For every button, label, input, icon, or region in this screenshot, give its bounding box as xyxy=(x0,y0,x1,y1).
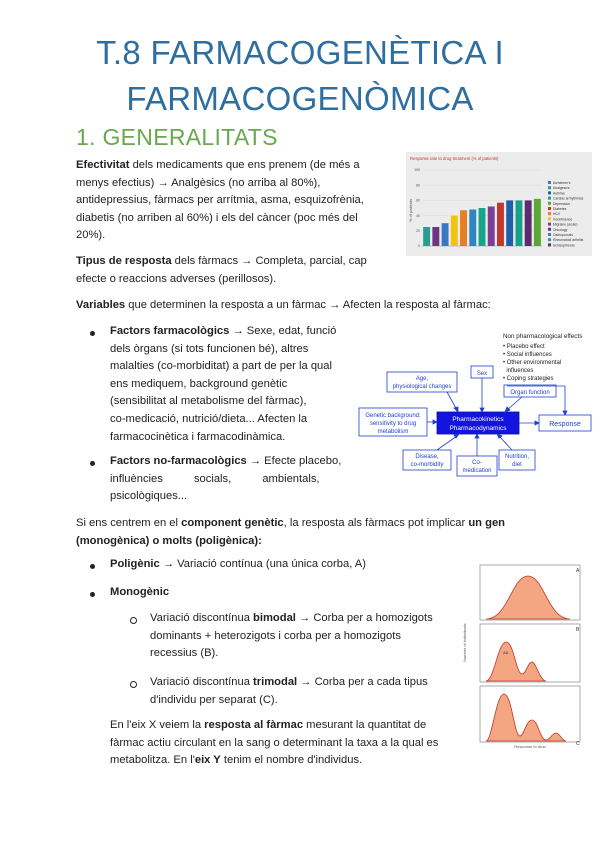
sub-bullet-bimodal xyxy=(150,610,460,663)
text: psicològiques... xyxy=(110,490,188,503)
chart-legend-swatch xyxy=(548,186,551,189)
title-line-1: T.8 FARMACOGENÈTICA I xyxy=(96,34,504,71)
term-monogenic: Monogènic xyxy=(110,586,170,598)
curve-b-peak-label: AA xyxy=(503,650,509,655)
text: Variació discontínua xyxy=(150,676,254,688)
disease-label: co-morbidity xyxy=(410,462,444,468)
bullet-factors-no-farmacologics xyxy=(110,453,346,506)
chart-tick-label: 60 xyxy=(416,198,420,203)
chart-tick-label: 80 xyxy=(416,183,420,188)
text: malalties (co-morbiditat) a part de per la qual xyxy=(110,360,332,373)
pk-label: Pharmacokinetics xyxy=(452,416,504,423)
text: , la resposta als fàrmacs pot implicar xyxy=(283,517,469,529)
nutrition-label: diet xyxy=(512,462,522,468)
genetic-label: metabolism xyxy=(377,429,409,435)
bullet-dot xyxy=(90,564,95,569)
chart-bar xyxy=(506,200,513,246)
section-heading: 1. GENERALITATS xyxy=(76,124,278,150)
text: fàrmac actiu circulant en la sang o determinant la taxa a la qual es xyxy=(110,736,439,749)
term-component-genetic: component genètic xyxy=(181,517,284,529)
text: recessius (B). xyxy=(150,647,219,660)
text: d'individu per separat (C). xyxy=(150,693,278,706)
text: → Efecte placebo, xyxy=(246,455,342,467)
text: dels medicaments que ens prenem (de més a xyxy=(129,159,360,171)
chart-bar xyxy=(479,208,486,246)
bullet-factors-farmacologics xyxy=(110,323,346,446)
comed-label: Co- xyxy=(472,460,482,466)
chart-tick-label: 0 xyxy=(418,244,420,249)
term-poligenic: Poligènic xyxy=(110,558,160,570)
text: dominants + heterozigots i corba per a homozigots xyxy=(150,629,401,642)
text: dels fàrmacs → Completa, parcial, cap xyxy=(171,255,367,267)
nutrition-label: Nutrition, xyxy=(504,454,530,460)
term-eix-y: eix Y xyxy=(194,754,221,767)
label-c: C xyxy=(576,741,580,747)
chart-legend-label: Cardiac arrhythmias xyxy=(553,196,584,201)
chart-legend-swatch xyxy=(548,191,551,194)
chart-title: Response rate to drug treatment (% of patients) xyxy=(410,156,499,161)
paragraph-tipus-resposta xyxy=(76,253,402,288)
term-factors-farmacologics: Factors farmacològics xyxy=(110,325,230,337)
drug-response-diagram xyxy=(357,328,597,488)
text: mesurant la quantitat de xyxy=(303,719,427,731)
nonpharm-item: • Coping strategies xyxy=(503,376,554,382)
text: 20%). xyxy=(76,229,106,242)
text: farmacocinètica i farmacodinàmica. xyxy=(110,430,286,443)
page-title xyxy=(0,30,600,122)
pd-label: Pharmacodynamics xyxy=(449,425,507,432)
chart-legend-label: Alzheimer's xyxy=(553,181,571,185)
distribution-curves xyxy=(460,562,584,748)
text: dels òrgans (si tots funcionen bé), altres xyxy=(110,342,309,355)
chart-legend-swatch xyxy=(548,202,551,205)
nonpharm-title: Non pharmacological effects xyxy=(503,333,583,340)
text: que determinen la resposta a un fàrmac → Afecten la resposta al fàrmac: xyxy=(125,299,491,311)
chart-bar xyxy=(460,210,467,246)
term-efectivitat: Efectivitat xyxy=(76,159,130,171)
text: efecte o reaccions adverses (perillosos). xyxy=(76,272,277,285)
term-resposta-farmac: resposta al fàrmac xyxy=(204,719,304,731)
disease-label: Disease, xyxy=(415,454,439,460)
paragraph-eixos xyxy=(110,717,460,770)
label-a: A xyxy=(576,568,580,574)
chart-legend-swatch xyxy=(548,207,551,210)
text: menys efectius) → Analgèsics (no arriba al 80%), xyxy=(76,176,321,189)
chart-legend-swatch xyxy=(548,238,551,241)
term-variables: Variables xyxy=(76,299,126,311)
bullet-dot xyxy=(90,592,95,597)
text: metabolitza. En l' xyxy=(110,754,195,767)
text: Variació discontínua xyxy=(150,612,254,624)
curves-ylabel: Number of individuals xyxy=(462,623,467,662)
age-label: Age, xyxy=(415,376,429,382)
text: co-medicació, nutrició/dieta... Afecten la xyxy=(110,412,308,425)
chart-tick-label: 20 xyxy=(416,229,420,233)
text: influències socials, ambientals, xyxy=(110,472,320,485)
text: → Corba per a homozigots xyxy=(295,612,433,624)
chart-legend-label: Rheumatoid arthritis xyxy=(553,238,584,243)
title-line-2: FARMACOGENÒMICA xyxy=(126,80,474,117)
chart-legend-label: Migraine (acute) xyxy=(553,222,578,227)
text: tenim el nombre d'individus. xyxy=(220,754,363,767)
paragraph-variables xyxy=(76,297,536,315)
chart-legend-swatch xyxy=(548,223,551,226)
chart-bar xyxy=(525,200,532,246)
chart-bar xyxy=(515,200,522,246)
text: → Variació contínua (una única corba, A) xyxy=(159,558,366,570)
chart-bar xyxy=(469,210,476,246)
chart-legend-label: Osteoporosis xyxy=(553,233,573,237)
sex-label: Sex xyxy=(476,371,488,377)
sub-bullet-trimodal xyxy=(150,674,460,709)
chart-bar xyxy=(451,216,458,246)
nonpharm-item: influences xyxy=(503,368,534,374)
response-label: Response xyxy=(549,421,581,428)
chart-legend-label: Incontinence xyxy=(553,217,573,222)
text: Si ens centrem en el xyxy=(76,517,182,529)
text: diabetis (no arriben al 60%) i els del càncer (poc més del xyxy=(76,211,358,224)
chart-legend-label: Oncology xyxy=(553,227,568,232)
bullet-dot xyxy=(90,461,95,466)
label-b: B xyxy=(576,627,580,633)
chart-legend-swatch xyxy=(548,228,551,231)
chart-bar xyxy=(497,203,504,246)
text: → Sexe, edat, funció xyxy=(229,325,337,337)
text: (sensibilitat al metabolisme del fàrmac), xyxy=(110,395,307,408)
chart-ylabel: % of patients xyxy=(408,198,413,222)
nonpharm-item: • Social influences xyxy=(503,352,552,358)
nonpharm-item: • Placebo effect xyxy=(503,344,545,350)
genetic-label: sensitivity to drug xyxy=(369,421,417,427)
term-bimodal: bimodal xyxy=(253,612,296,624)
paragraph-component-genetic xyxy=(76,515,536,550)
chart-legend-swatch xyxy=(548,233,551,236)
term-un-gen: un gen xyxy=(468,517,505,529)
curves-xlabel: Response to drug xyxy=(514,744,546,748)
chart-bar xyxy=(488,206,495,246)
genetic-label: Genetic background; xyxy=(365,413,421,419)
chart-legend-label: Schizophrenia xyxy=(553,243,575,248)
chart-legend-label: HCV xyxy=(553,212,561,217)
chart-bar xyxy=(534,199,541,246)
chart-legend-swatch xyxy=(548,197,551,200)
term-tipus-resposta: Tipus de resposta xyxy=(76,255,172,267)
text: → Corba per a cada tipus xyxy=(297,676,428,688)
comed-label: medication xyxy=(462,468,492,474)
chart-legend-label: Analgesics xyxy=(553,186,570,191)
chart-bar xyxy=(442,223,449,246)
chart-tick-label: 100 xyxy=(414,168,420,173)
age-label: physiological changes xyxy=(392,384,452,390)
chart-legend-swatch xyxy=(548,217,551,220)
chart-bar xyxy=(432,227,439,246)
term-monogenica-poligenica: (monogènica) o molts (poligènica): xyxy=(76,534,262,547)
chart-legend-swatch xyxy=(548,243,551,246)
paragraph-efectivitat xyxy=(76,157,402,245)
sub-bullet-circle xyxy=(130,681,137,688)
chart-legend-swatch xyxy=(548,181,551,184)
bullet-dot xyxy=(90,331,95,336)
response-rate-chart xyxy=(406,152,592,256)
chart-legend-label: Asthma xyxy=(553,191,565,196)
bullet-poligenic xyxy=(110,556,430,574)
chart-legend-label: Depression xyxy=(553,201,571,206)
term-trimodal: trimodal xyxy=(253,676,298,688)
organ-label: Organ function xyxy=(510,390,550,396)
text: En l'eix X veiem la xyxy=(110,719,205,731)
bullet-monogenic xyxy=(110,584,310,602)
chart-legend-swatch xyxy=(548,212,551,215)
term-factors-no-farmacologics: Factors no-farmacològics xyxy=(110,455,247,467)
text: ens mediquem, background genètic xyxy=(110,377,288,390)
text: antidepressius, fàrmacs per arrítmia, asma, esquizofrènia, xyxy=(76,194,364,207)
chart-bar xyxy=(423,227,430,246)
sub-bullet-circle xyxy=(130,617,137,624)
chart-tick-label: 40 xyxy=(416,213,420,218)
nonpharm-item: • Other environmental xyxy=(503,360,562,366)
chart-legend-label: Diabetes xyxy=(553,207,567,211)
